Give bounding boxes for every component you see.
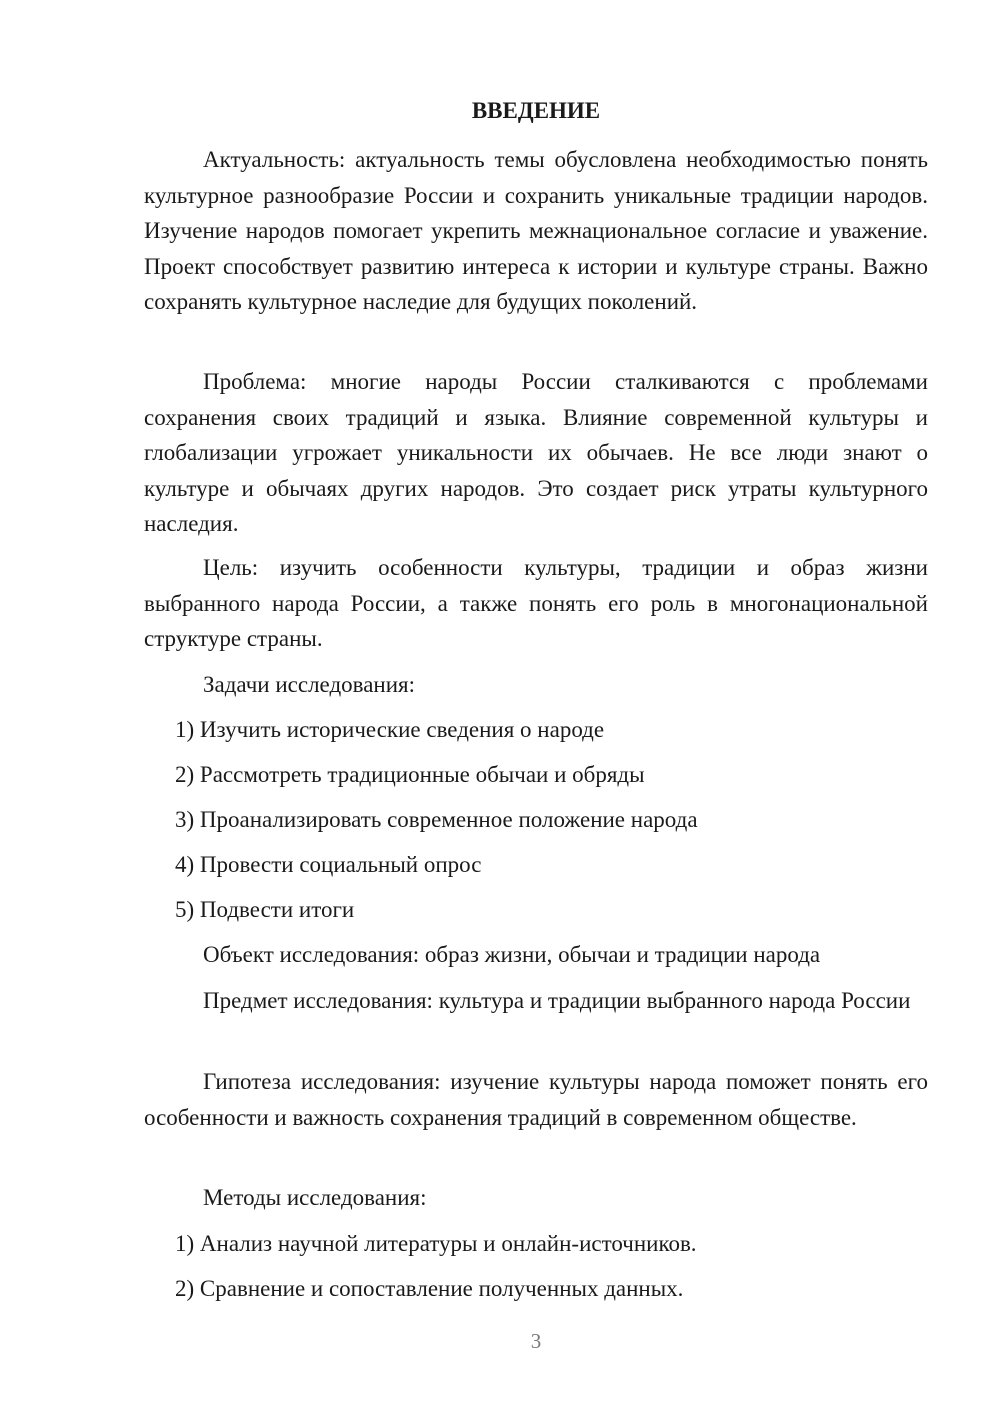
paragraph-goal-text: Цель: изучить особенности культуры, традиции и образ жизни выбранного народа России, а также понять его роль в многонациональной структуре страны. — [144, 555, 928, 651]
task-item-2: 2) Рассмотреть традиционные обычаи и обряды — [175, 762, 645, 787]
paragraph-object: Объект исследования: образ жизни, обычаи и традиции народа — [203, 942, 821, 967]
paragraph-goal — [144, 550, 928, 657]
page-number: 3 — [530, 1329, 542, 1353]
task-item-5: 5) Подвести итоги — [175, 897, 355, 922]
paragraph-relevance — [144, 142, 928, 320]
paragraph-hypothesis-text: Гипотеза исследования: изучение культуры народа поможет понять его особенности и важность сохранения традиций в современном обществе. — [144, 1069, 928, 1130]
page-title: ВВЕДЕНИЕ — [471, 98, 601, 123]
paragraph-problem-text: Проблема: многие народы России сталкиваются с проблемами сохранения своих традиций и языка. Влияние современной культуры и глобализации угрожает уникальности их обычаев. Не все люди знают о культуре и обычаях других народов. Это создает риск утраты культурного наследия. — [144, 369, 928, 536]
task-item-1: 1) Изучить исторические сведения о народе — [175, 717, 605, 742]
method-item-2: 2) Сравнение и сопоставление полученных данных. — [175, 1276, 684, 1301]
paragraph-hypothesis — [144, 1064, 928, 1135]
paragraph-subject-text: Предмет исследования: культура и традиции выбранного народа России — [203, 988, 911, 1013]
paragraph-relevance-text: Актуальность: актуальность темы обусловлена необходимостью понять культурное разнообразие России и сохранить уникальные традиции народов. Изучение народов помогает укрепить межнациональное согласие и уважение. Проект способствует развитию интереса к истории и культуре страны. Важно сохранять культурное наследие для будущих поколений. — [144, 147, 928, 314]
tasks-heading: Задачи исследования: — [203, 672, 416, 697]
paragraph-subject — [144, 983, 928, 1019]
task-item-3: 3) Проанализировать современное положение народа — [175, 807, 698, 832]
methods-heading: Методы исследования: — [203, 1185, 427, 1210]
paragraph-problem — [144, 364, 928, 542]
method-item-1: 1) Анализ научной литературы и онлайн-источников. — [175, 1231, 697, 1256]
task-item-4: 4) Провести социальный опрос — [175, 852, 482, 877]
